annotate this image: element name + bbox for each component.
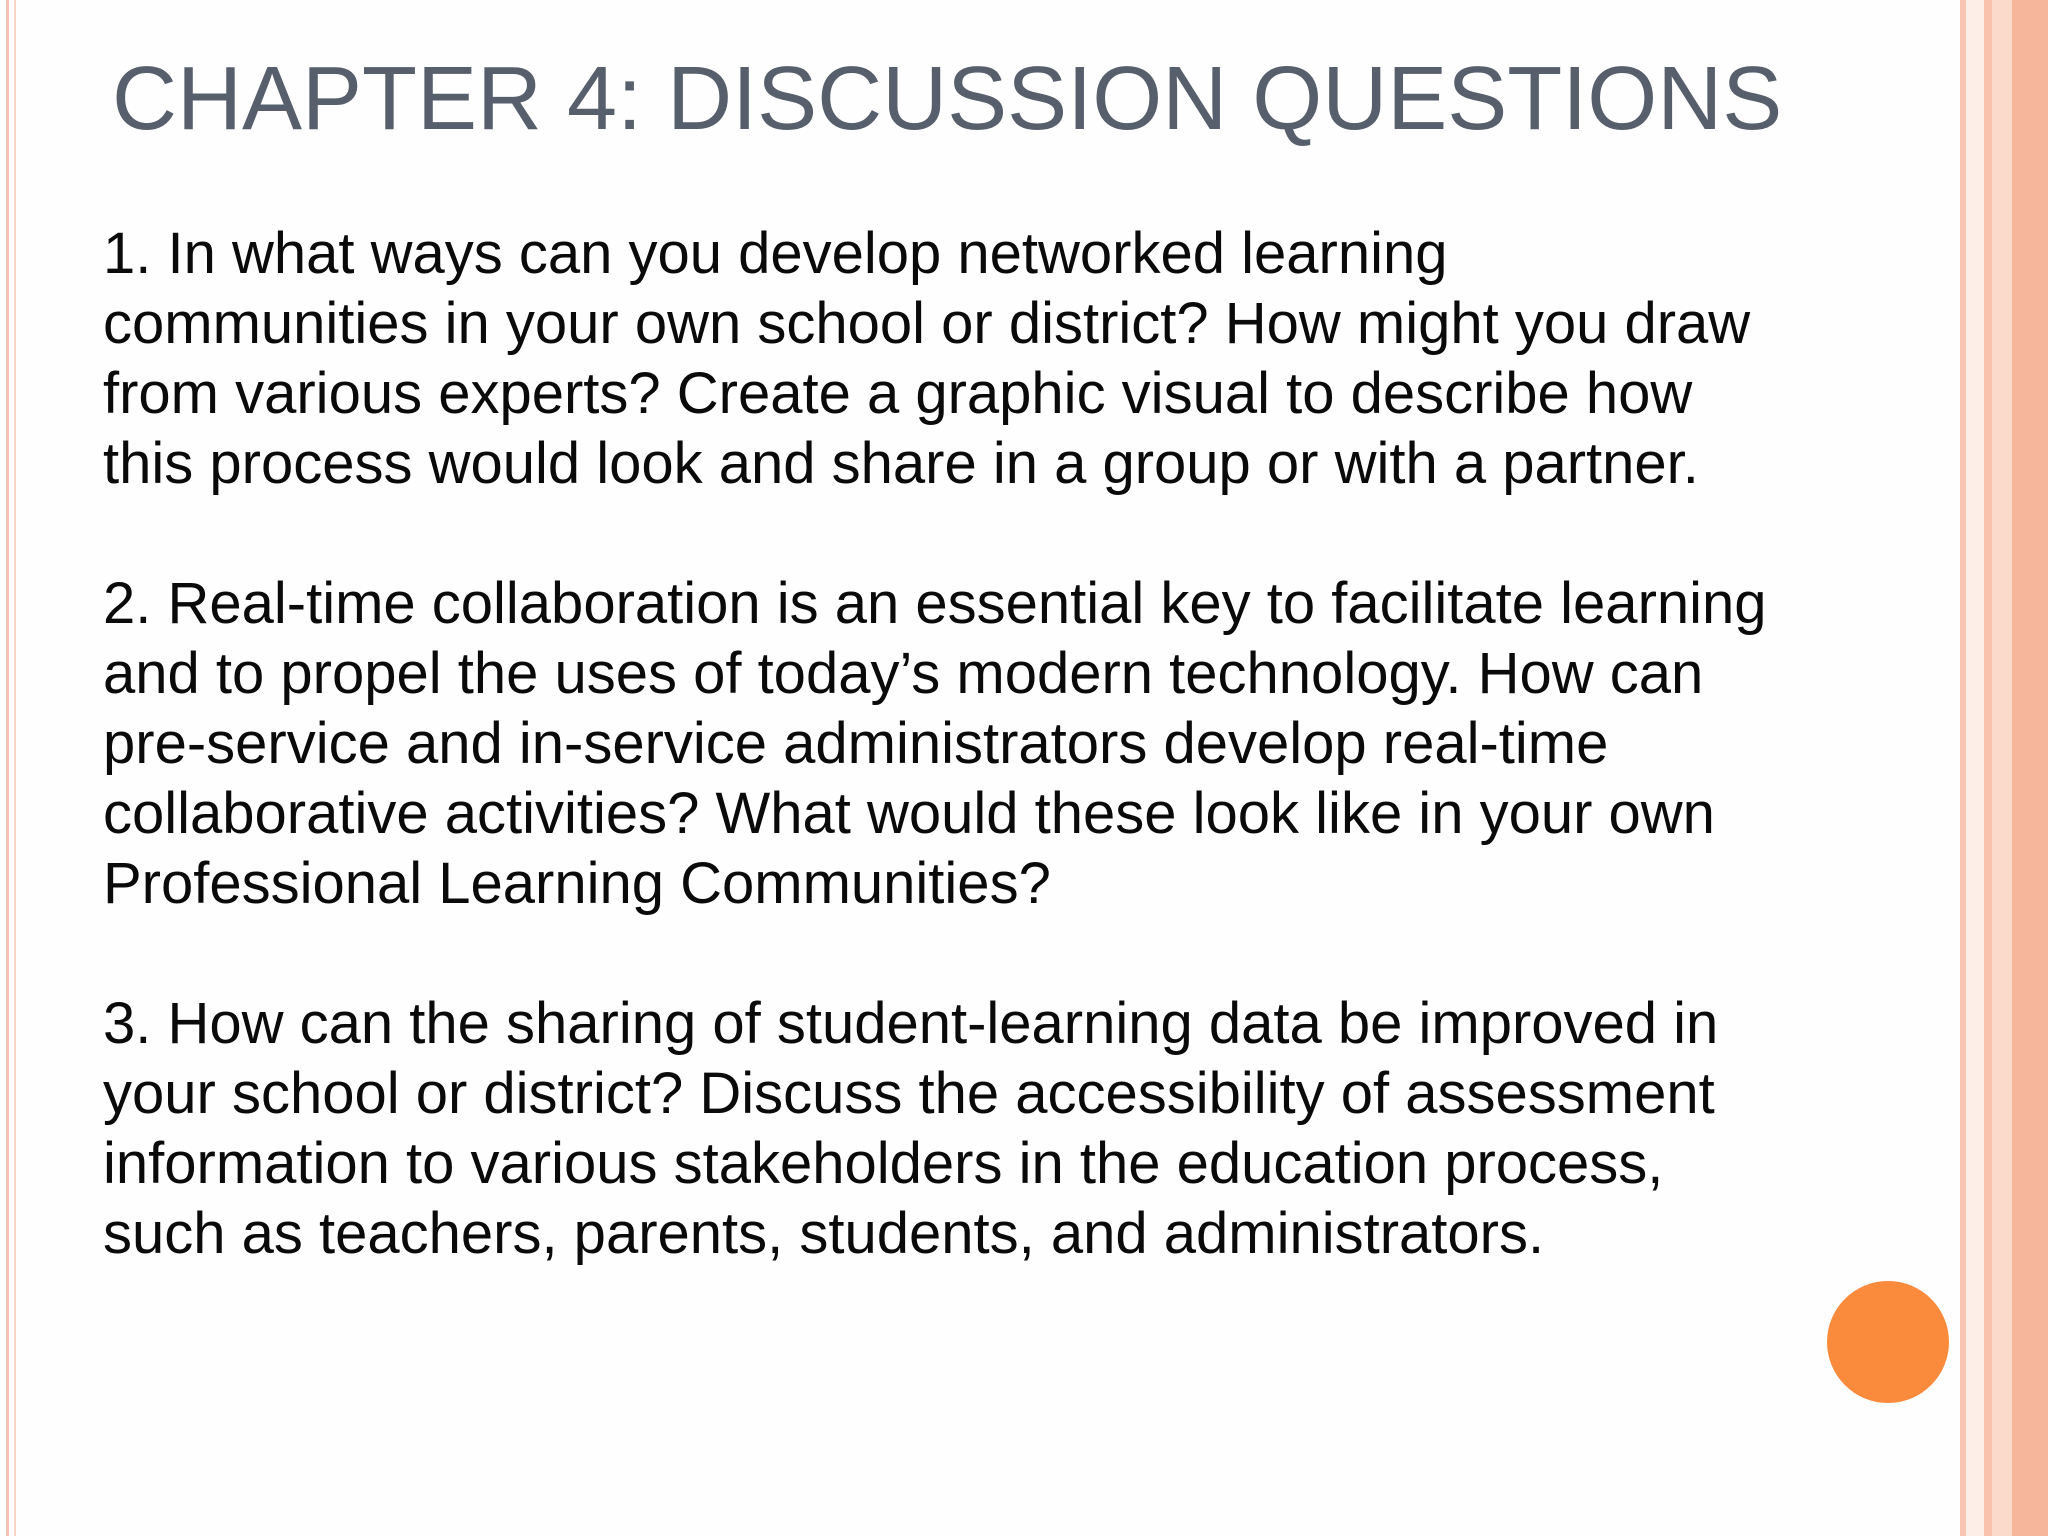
right-border-band (2012, 0, 2048, 1536)
left-border-line-inner (14, 0, 16, 1536)
right-border-band (1992, 0, 2012, 1536)
right-border-band (1966, 0, 1984, 1536)
left-border-line (6, 0, 9, 1536)
orange-circle-icon (1827, 1281, 1949, 1403)
questions-list (103, 219, 1943, 1269)
right-border-band (1984, 0, 1992, 1536)
slide-title: CHAPTER 4: DISCUSSION QUESTIONS (112, 49, 1783, 149)
question-1: 1. In what ways can you develop networked learning communities in your own school or district? How might you draw from various experts? Create a graphic visual to describe how this process would look and share in a group or with a partner. (103, 221, 1751, 496)
question-2: 2. Real-time collaboration is an essential key to facilitate learning and to propel the uses of today’s modern technology. How can pre-service and in-service administrators develop real-time collaborative activities? What would these look like in your own Professional Learning Communities? (103, 571, 1767, 916)
question-3: 3. How can the sharing of student-learning data be improved in your school or district? Discuss the accessibility of assessment information to various stakeholders in the education process, such as teachers, parents, students, and administrators. (103, 991, 1719, 1266)
